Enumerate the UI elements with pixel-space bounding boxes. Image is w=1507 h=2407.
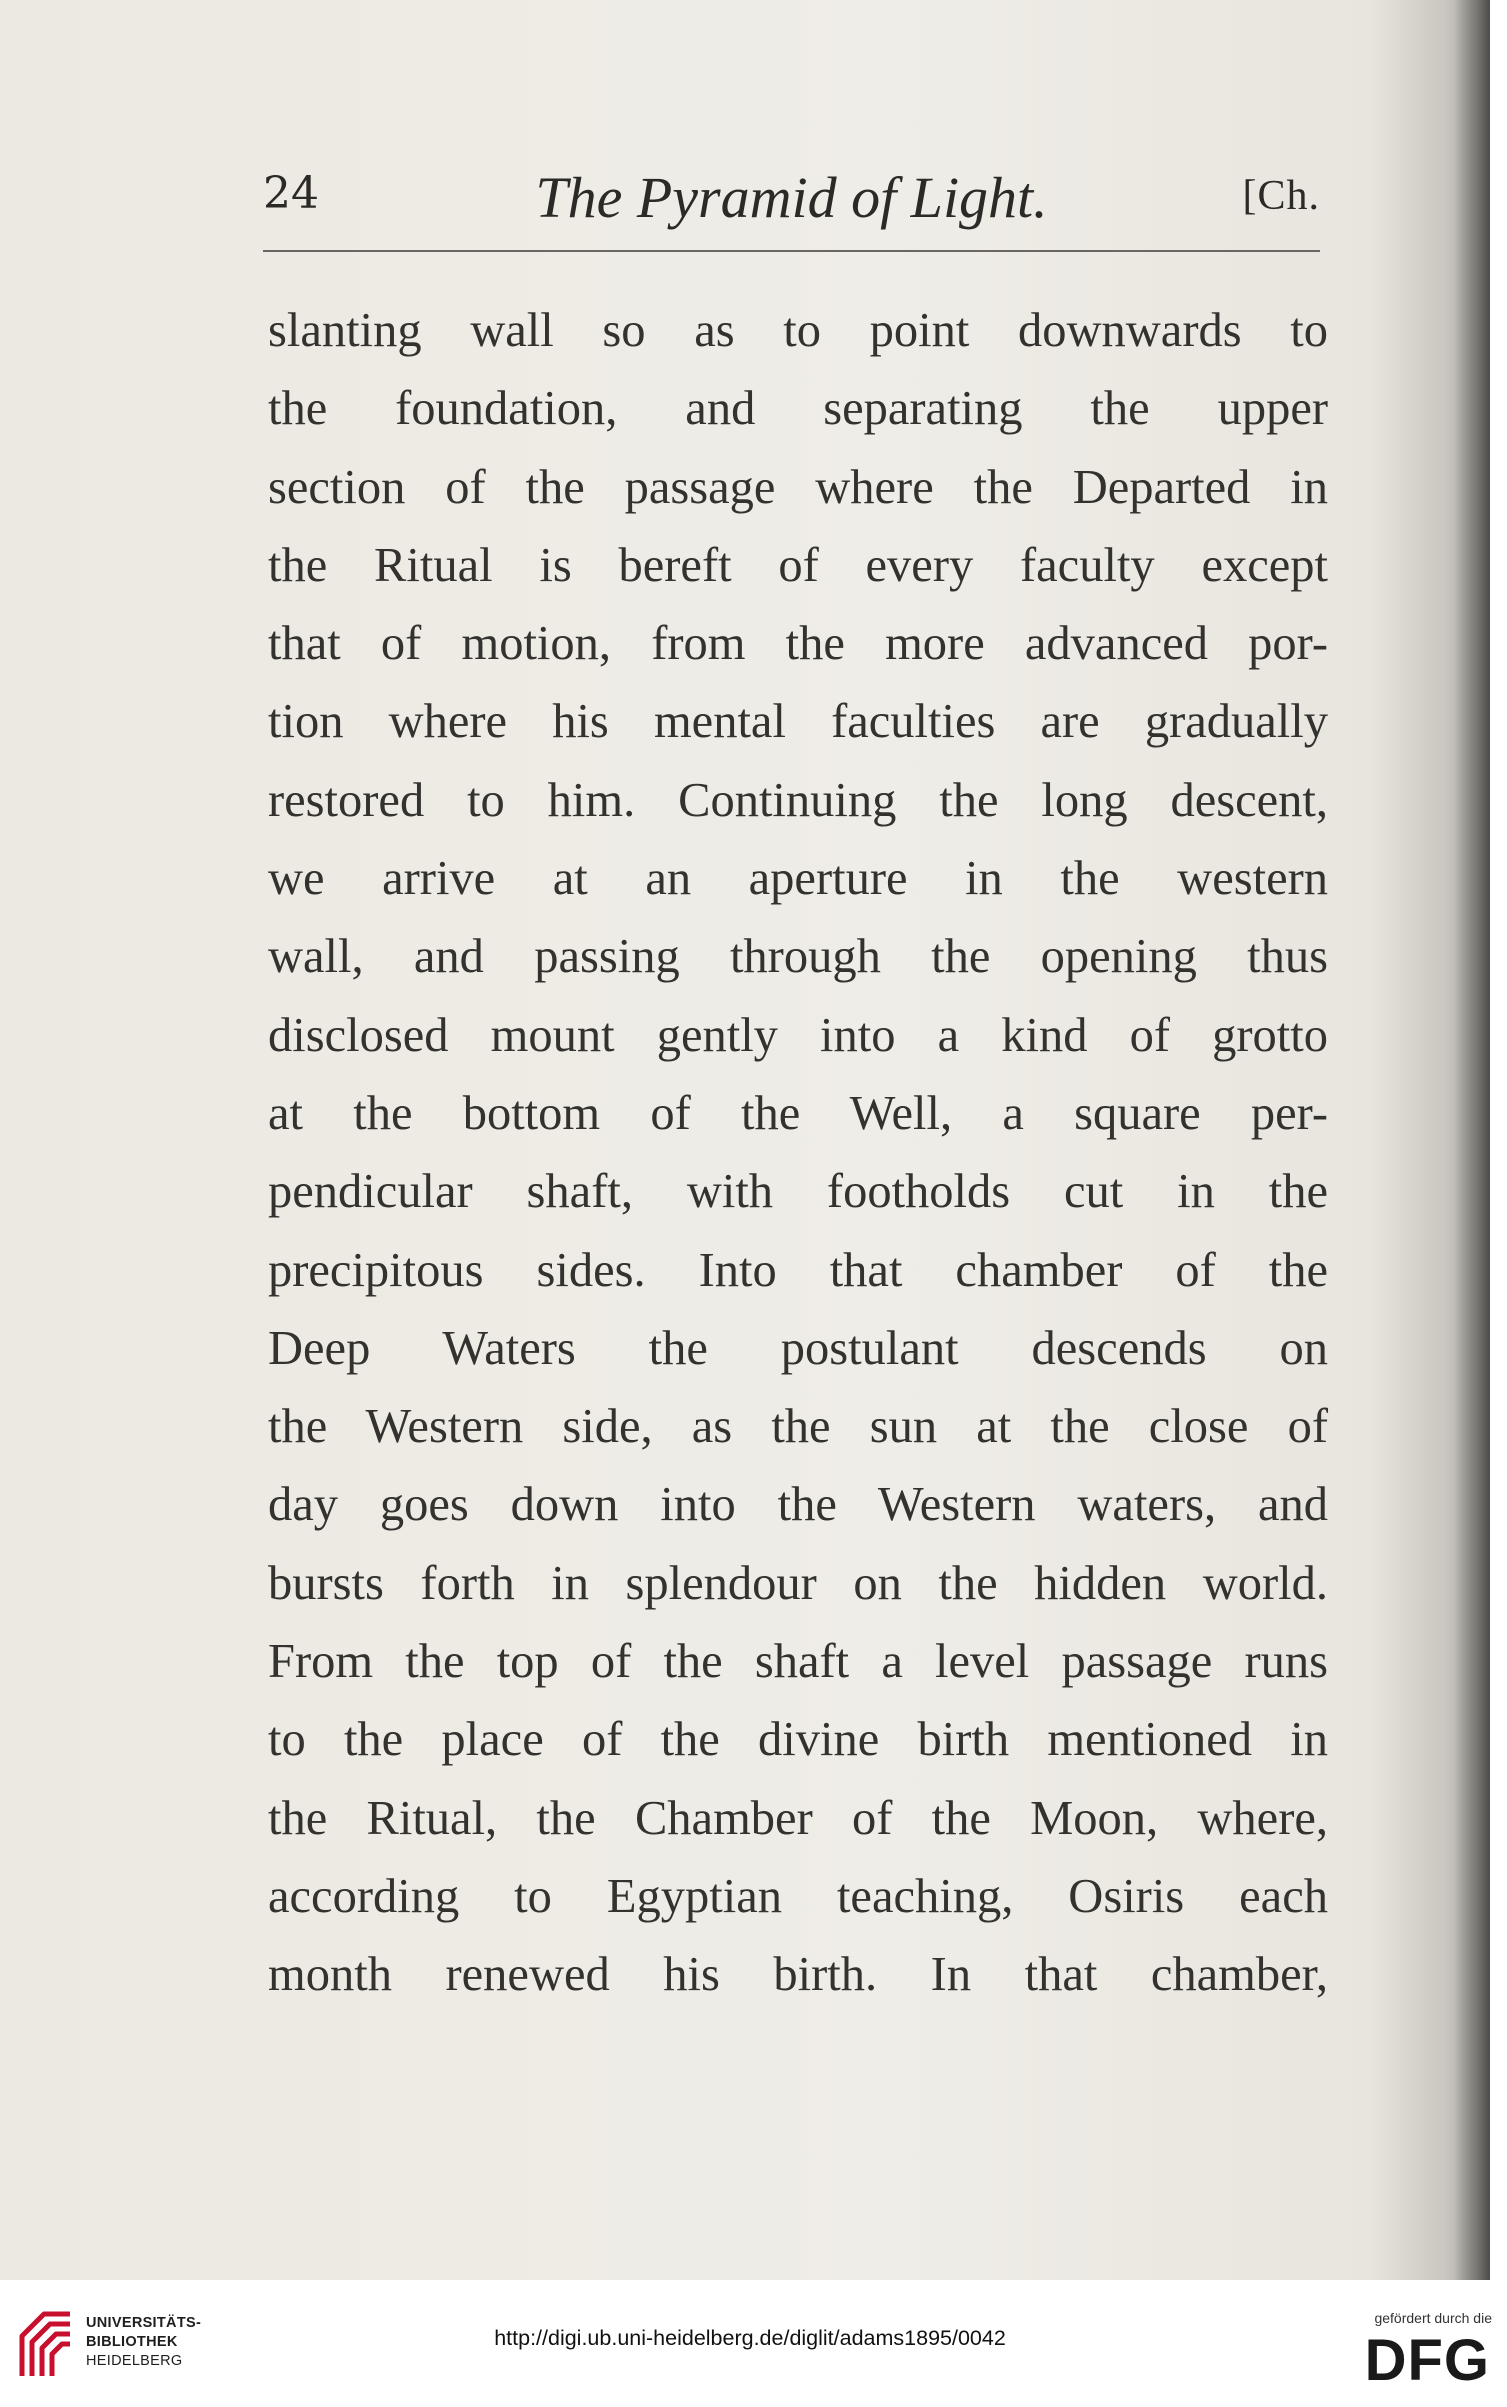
text-line: Deep Waters the postulant descends on [268,1321,1328,1375]
text-line: section of the passage where the Departed in [268,460,1328,514]
text-line: month renewed his birth. In that chamber, [268,1948,1328,2002]
page-edge-shadow [1454,0,1490,2280]
text-line: according to Egyptian teaching, Osiris each [268,1869,1328,1923]
funder-note: gefördert durch die [1374,2310,1492,2326]
footer-bar [0,2280,1507,2407]
text-line: slanting wall so as to point downwards to [268,304,1328,357]
text-line: day goes down into the Western waters, and [268,1478,1328,1532]
running-header [263,165,1320,238]
text-line: the Western side, as the sun at the close of [268,1400,1328,1454]
permalink-url[interactable]: http://digi.ub.uni-heidelberg.de/diglit/adams1895/0042 [494,2326,1006,2350]
body-text [268,292,1328,2015]
text-line: tion where his mental faculties are gradually [268,695,1328,749]
text-line: the Ritual, the Chamber of the Moon, where, [268,1791,1328,1845]
text-line: the Ritual is bereft of every faculty except [268,538,1328,592]
chapter-mark: [Ch. [1242,173,1320,219]
page-number: 24 [263,168,319,219]
library-name[interactable] [86,2314,201,2371]
dfg-logo[interactable]: DFG [1364,2328,1490,2393]
text-line: From the top of the shaft a level passage runs [268,1635,1328,1689]
ub-heidelberg-logo-icon[interactable] [14,2306,78,2384]
text-line: precipitous sides. Into that chamber of the [268,1243,1328,1297]
text-line: we arrive at an aperture in the western [268,852,1328,906]
text-line: pendicular shaft, with footholds cut in the [268,1165,1328,1219]
library-name-line1: UNIVERSITÄTS- [86,2315,202,2331]
text-line: at the bottom of the Well, a square per- [268,1086,1328,1140]
text-line: that of motion, from the more advanced por- [268,617,1328,671]
text-line: restored to him. Continuing the long descent, [268,773,1328,827]
library-name-line3: HEIDELBERG [86,2353,183,2369]
text-line: wall, and passing through the opening thus [268,930,1328,984]
text-line: to the place of the divine birth mentioned in [268,1713,1328,1767]
text-line: disclosed mount gently into a kind of grotto [268,1008,1328,1062]
text-line: the foundation, and separating the upper [268,382,1328,436]
library-name-line2: BIBLIOTHEK [86,2334,178,2350]
header-rule [263,250,1320,252]
running-title: The Pyramid of Light. [535,165,1048,230]
text-line: bursts forth in splendour on the hidden world. [268,1556,1328,1610]
